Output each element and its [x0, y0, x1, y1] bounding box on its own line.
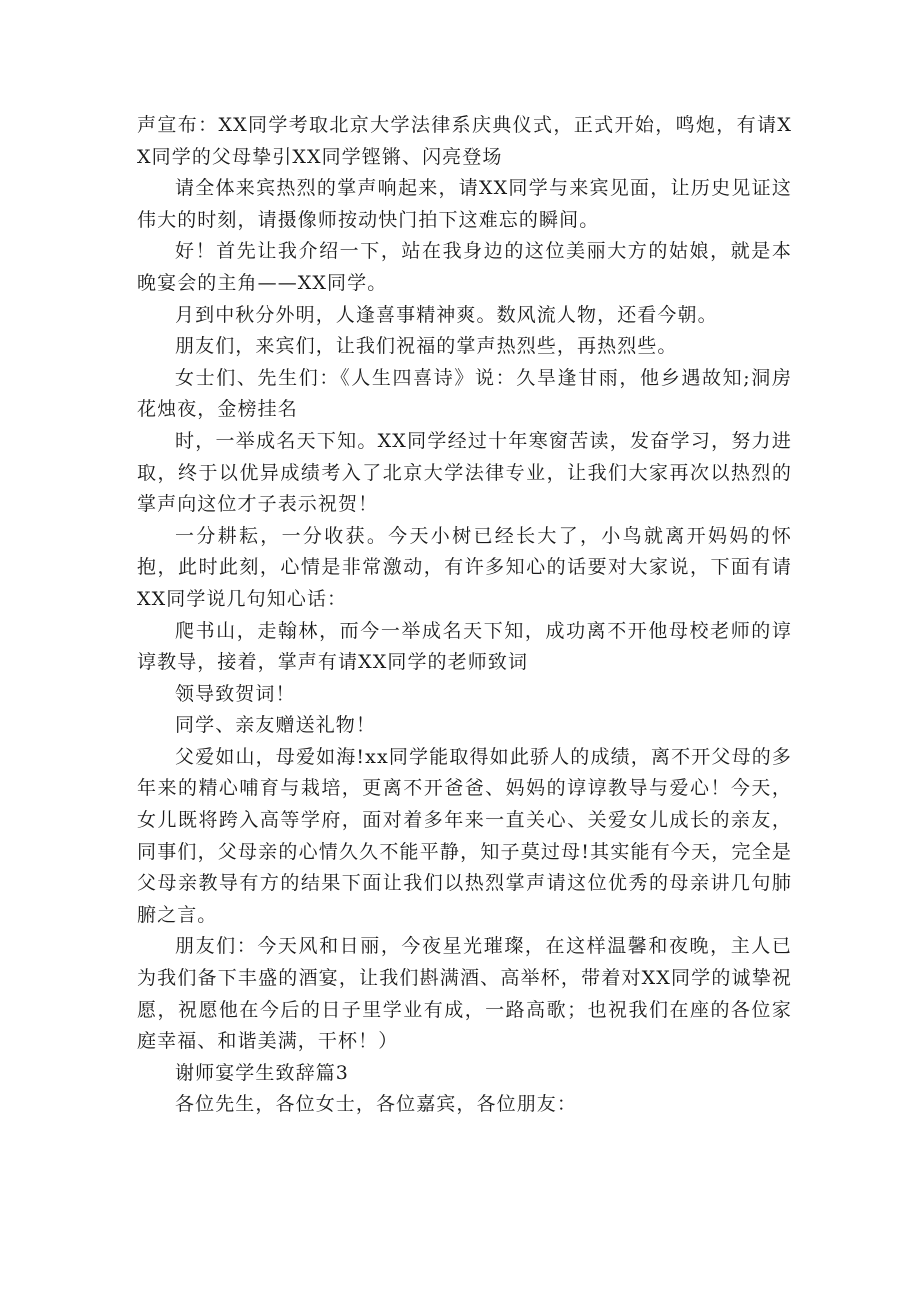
paragraph-gifts: 同学、亲友赠送礼物！ — [175, 714, 377, 737]
paragraph-leader-congrats: 领导致贺词！ — [175, 682, 296, 705]
paragraph-introduction: 好！首先让我介绍一下，站在我身边的这位美丽大方的姑娘，就是本晚宴会的主角——XX同学。 — [137, 240, 792, 294]
paragraph-harvest: 一分耕耘，一分收获。今天小树已经长大了，小鸟就离开妈妈的怀抱，此时此刻，心情是非常激动，有许多知心的话要对大家说，下面有请XX同学说几句知心话： — [137, 524, 792, 610]
section-heading: 谢师宴学生致辞篇3 — [175, 1061, 349, 1084]
document-body — [137, 110, 792, 1121]
paragraph-famous-overnight: 时，一举成名天下知。XX同学经过十年寒窗苦读，发奋学习，努力进取，终于以优异成绩考入了北京大学法律专业，让我们大家再次以热烈的掌声向这位才子表示祝贺！ — [137, 429, 792, 516]
paragraph-announcement: 声宣布：XX同学考取北京大学法律系庆典仪式，正式开始，鸣炮，有请XX同学的父母挚引XX同学铿锵、闪亮登场 — [137, 114, 792, 168]
paragraph-parents-love: 父爱如山，母爱如海!xx同学能取得如此骄人的成绩，离不开父母的多年来的精心哺育与栽培，更离不开爸爸、妈妈的谆谆教导与爱心！今天，女儿既将跨入高等学府，面对着多年来一直关心、关爱女儿成长的亲友，同事们，父母亲的心情久久不能平静，知子莫过母!其实能有今天，完全是父母亲教导有方的结果下面让我们以热烈掌声请这位优秀的母亲讲几句肺腑之言。 — [137, 745, 792, 926]
paragraph-friends-guests: 朋友们，来宾们，让我们祝福的掌声热烈些，再热烈些。 — [175, 335, 678, 358]
paragraph-toast: 朋友们：今天风和日丽，今夜星光璀璨，在这样温馨和夜晚，主人已为我们备下丰盛的酒宴，让我们斟满酒、高举杯，带着对XX同学的诚挚祝愿，祝愿他在今后的日子里学业有成，一路高歌；也祝我们在座的各位家庭幸福、和谐美满，干杯！） — [137, 935, 792, 1053]
paragraph-four-joys-poem: 女士们、先生们：《人生四喜诗》说：久旱逢甘雨，他乡遇故知;洞房花烛夜，金榜挂名 — [137, 366, 792, 421]
paragraph-applause-request: 请全体来宾热烈的掌声响起来，请XX同学与来宾见面，让历史见证这伟大的时刻，请摄像师按动快门拍下这难忘的瞬间。 — [137, 177, 792, 231]
paragraph-mid-autumn: 月到中秋分外明，人逢喜事精神爽。数风流人物，还看今朝。 — [175, 303, 718, 326]
paragraph-teacher-speech: 爬书山，走翰林，而今一举成名天下知，成功离不开他母校老师的谆谆教导，接着，掌声有请XX同学的老师致词 — [137, 619, 792, 674]
paragraph-greeting: 各位先生，各位女士，各位嘉宾，各位朋友： — [175, 1093, 578, 1116]
